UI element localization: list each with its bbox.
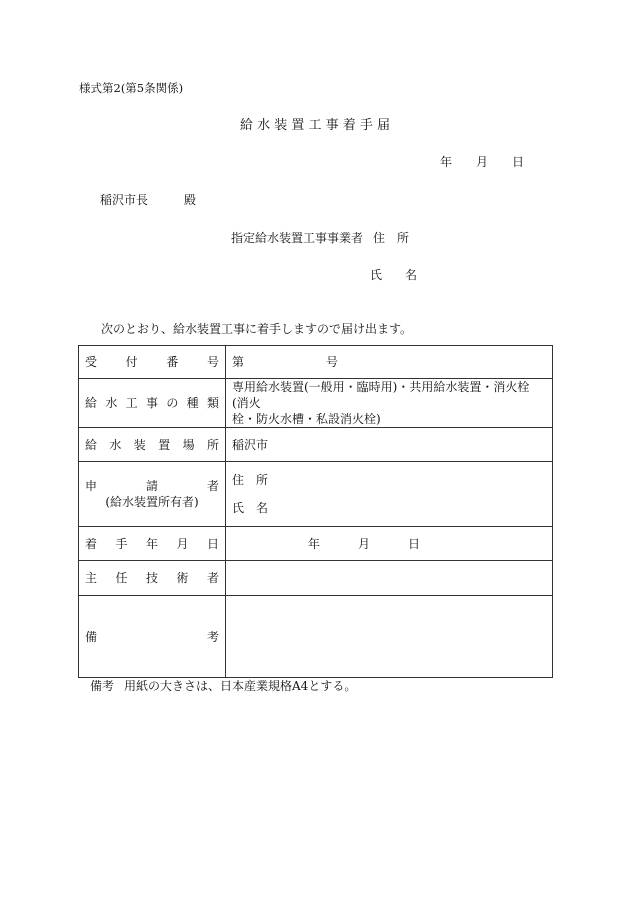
page-title: 給 水 装 置 工 事 着 手 届	[239, 118, 391, 133]
remarks-field[interactable]	[226, 596, 553, 678]
table-row-start-date	[79, 527, 553, 561]
application-table	[78, 345, 553, 678]
footnote-label: 備考	[90, 679, 115, 693]
contractor-address-label: 住 所	[373, 231, 410, 245]
footnote	[90, 678, 356, 694]
location-field[interactable]: 稲沢市	[226, 428, 553, 462]
applicant-field[interactable]	[226, 462, 553, 527]
receipt-no-label: 受 付 番 号	[79, 346, 226, 379]
table-row-receipt	[79, 346, 553, 379]
intro-text: 次のとおり、給水装置工事に着手しますので届け出ます。	[101, 322, 413, 336]
applicant-label: 申 請 者 (給水装置所有者)	[79, 462, 226, 527]
table-row-location	[79, 428, 553, 462]
contractor-block	[231, 230, 409, 246]
table-row-chief-engineer	[79, 561, 553, 596]
month-unit: 月	[475, 155, 488, 169]
footnote-text: 用紙の大きさは、日本産業規格A4とする。	[124, 679, 357, 693]
contractor-name-label: 氏 名	[370, 268, 417, 282]
chief-engineer-field[interactable]	[226, 561, 553, 596]
day-unit: 日	[511, 155, 524, 169]
addressee-honorific: 殿	[184, 193, 197, 207]
addressee-name: 稲沢市長	[100, 193, 149, 207]
form-id: 様式第2(第5条関係)	[79, 81, 184, 95]
receipt-no-field[interactable]: 第 号	[226, 346, 553, 379]
work-type-options[interactable]: 専用給水装置(一般用・臨時用)・共用給水装置・消火栓(消火 栓・防火水槽・私設消火栓)	[226, 379, 553, 428]
applicant-sub-label: (給水装置所有者)	[105, 495, 199, 509]
contractor-label: 指定給水装置工事事業者	[231, 231, 364, 245]
applicant-name-row: 氏 名	[232, 501, 268, 515]
year-unit: 年	[440, 155, 453, 169]
applicant-address-row: 住 所	[232, 473, 268, 487]
work-type-label: 給 水 工 事 の 種 類	[79, 379, 226, 428]
remarks-label: 備 考	[79, 596, 226, 678]
table-row-work-type	[79, 379, 553, 428]
chief-engineer-label: 主 任 技 術 者	[79, 561, 226, 596]
addressee	[100, 192, 196, 208]
table-row-applicant	[79, 462, 553, 527]
table-row-remarks	[79, 596, 553, 678]
start-date-label: 着 手 年 月 日	[79, 527, 226, 561]
submission-date	[440, 154, 524, 170]
location-label: 給 水 装 置 場 所	[79, 428, 226, 462]
start-date-field[interactable]: 年 月 日	[226, 527, 553, 561]
